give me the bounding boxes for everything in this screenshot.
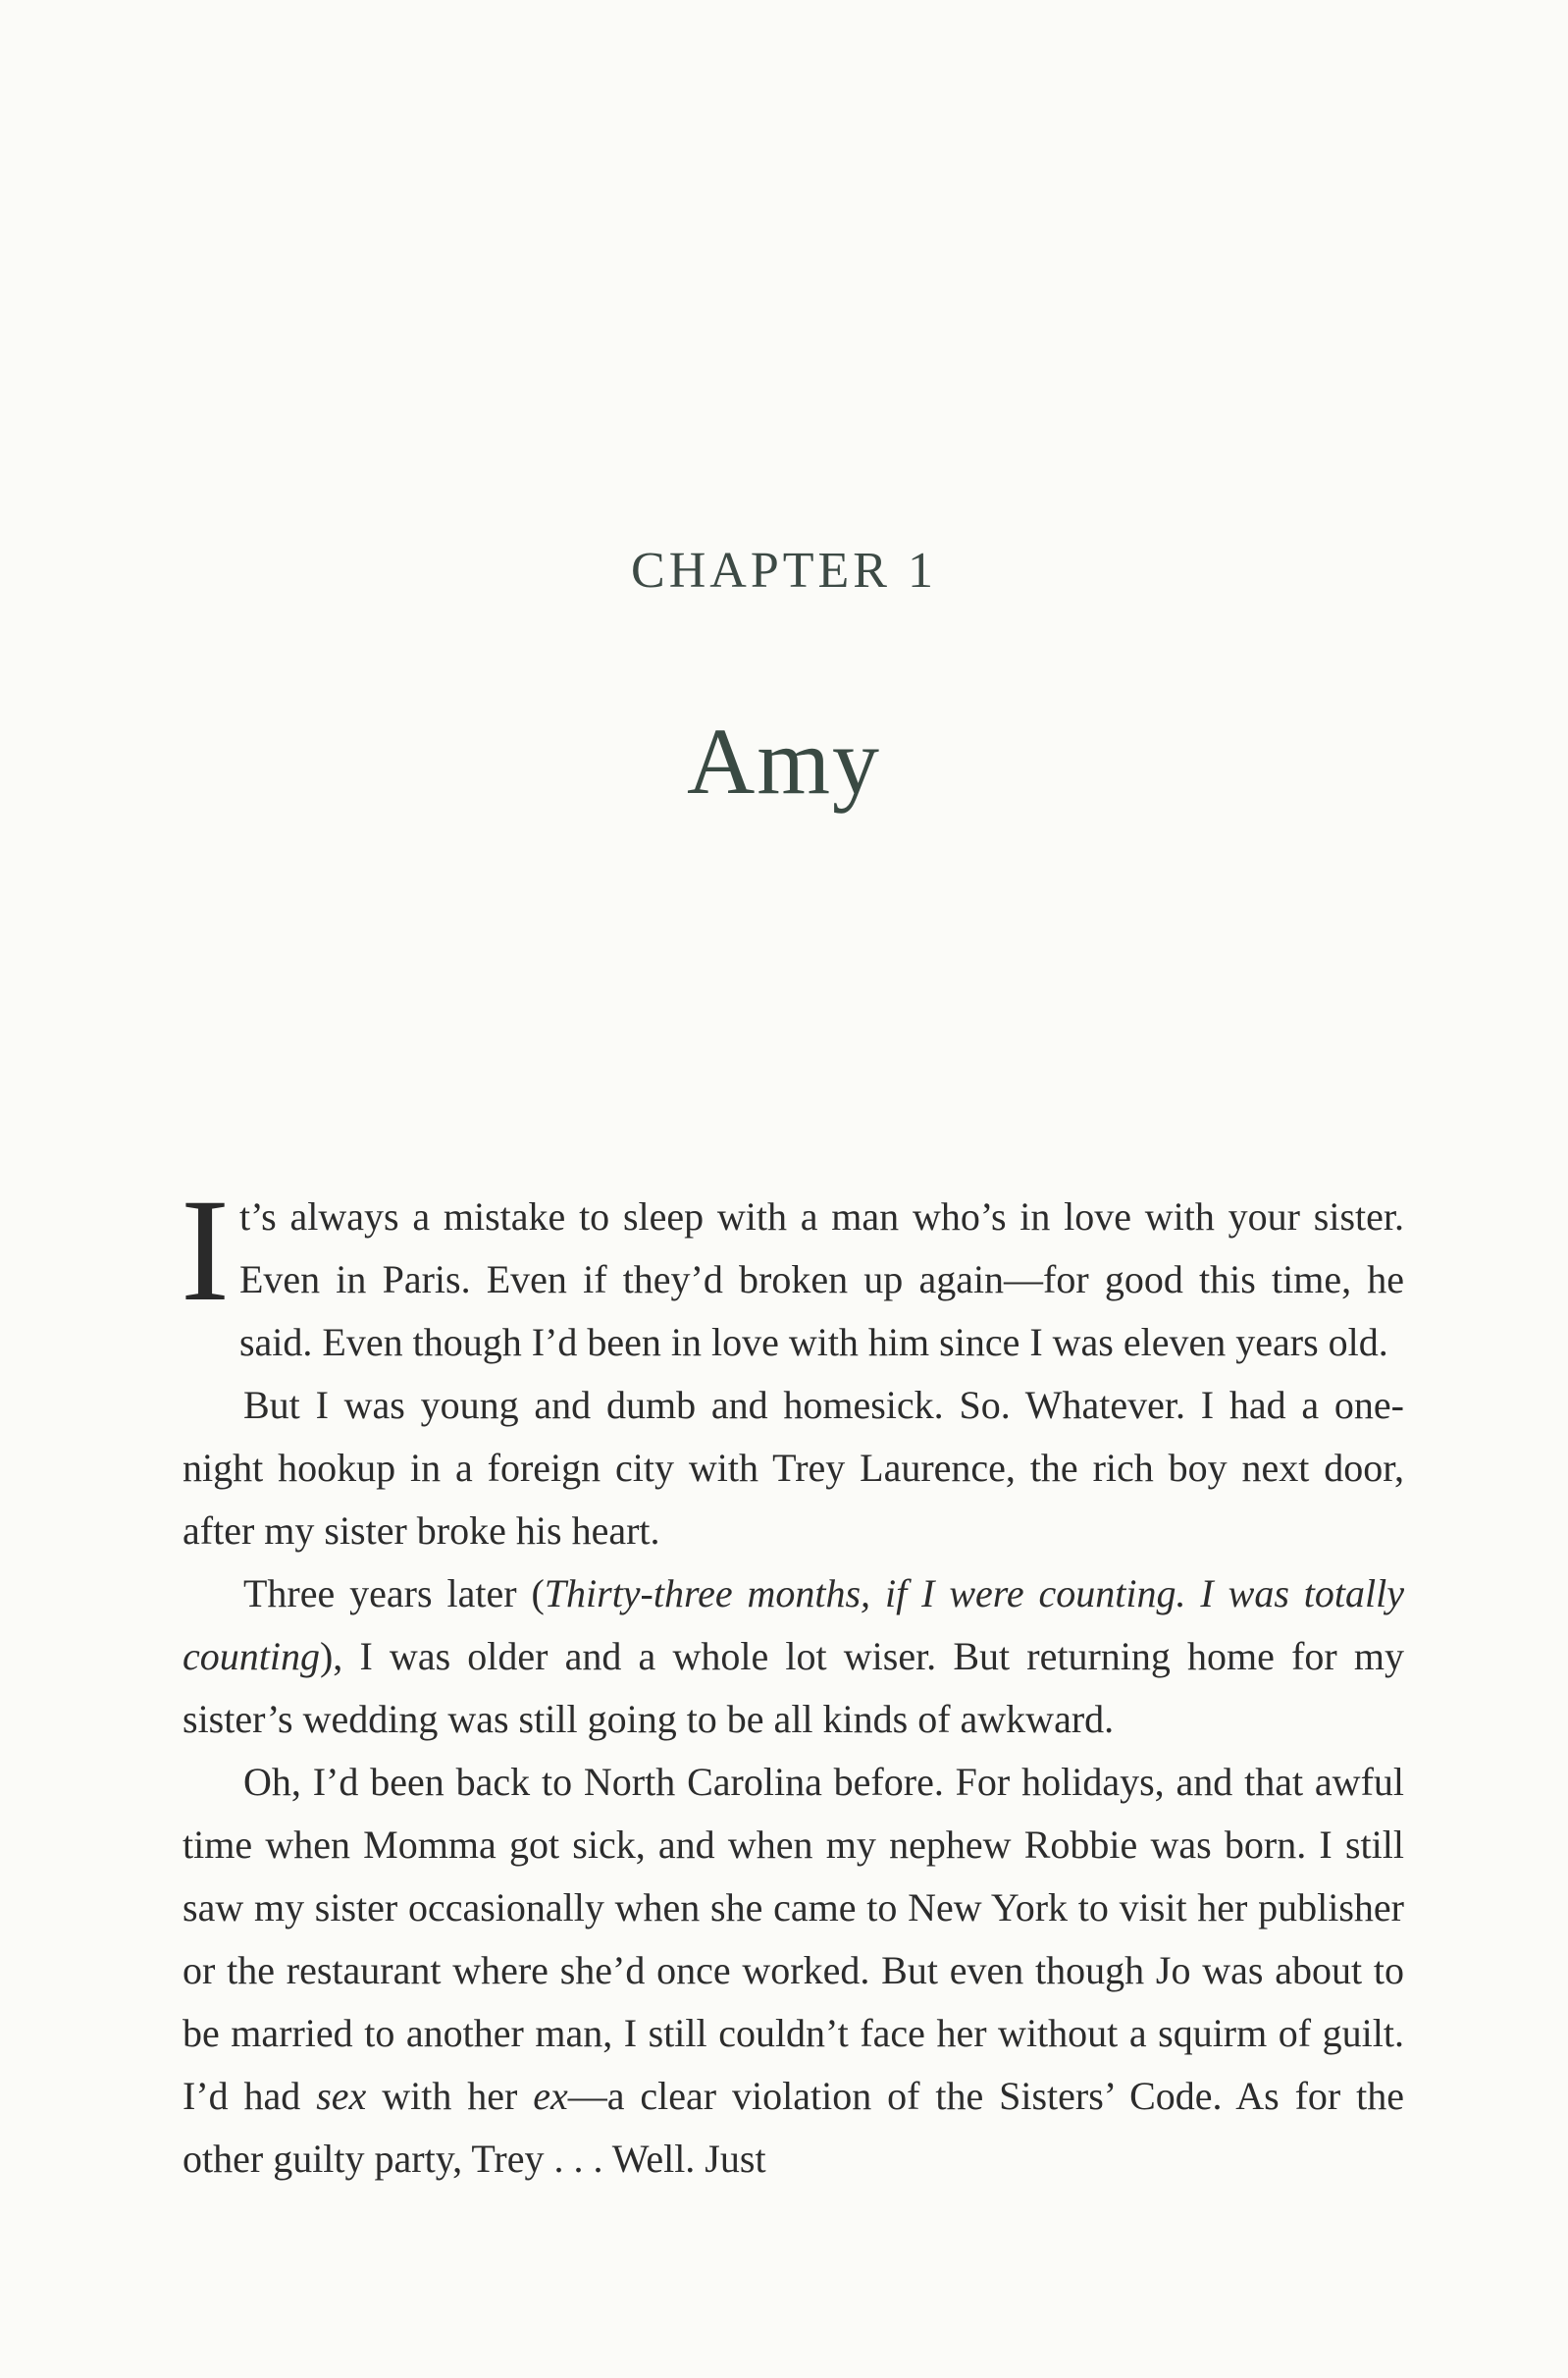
- italic-text: sex: [316, 2074, 367, 2118]
- italic-text: ex: [533, 2074, 568, 2118]
- paragraph-text: —a clear violation of the Sisters’ Code. As for the other guilty party, Trey . . . Well. Just: [183, 2074, 1404, 2181]
- paragraph-2: [183, 1374, 1404, 1562]
- chapter-label: CHAPTER 1: [631, 543, 937, 599]
- paragraph-1: [181, 1169, 1404, 1374]
- paragraph-4: [183, 1751, 1404, 2191]
- italic-text: Thirty-three months, if I were counting. I was totally counting: [183, 1571, 1405, 1678]
- paragraph-text: ), I was older and a whole lot wiser. But returning home for my sister’s wedding was still going to be all kinds of awkward.: [183, 1634, 1404, 1741]
- paragraph-3: [183, 1562, 1404, 1751]
- chapter-body: [181, 1169, 1405, 2191]
- drop-cap: I: [181, 1169, 230, 1332]
- paragraph-text: with her: [366, 2074, 534, 2118]
- paragraph-text: Oh, I’d been back to North Carolina before. For holidays, and that awful time when Momma got sick, and when my nephew Robbie was born. I still saw my sister occasionally when she came to New York to visit her publisher or the restaurant where she’d once worked. But even though Jo was about to be married to another man, I still couldn’t face her without a squirm of guilt. I’d had: [183, 1760, 1404, 2118]
- paragraph-text: t’s always a mistake to sleep with a man who’s in love with your sister. Even in Paris. Even if they’d broken up again—for good this time, he said. Even though I’d been in love with him since I was eleven years old.: [238, 1194, 1404, 1364]
- paragraph-text: But I was young and dumb and homesick. So. Whatever. I had a one-night hookup in a foreign city with Trey Laurence, the rich boy next door, after my sister broke his heart.: [183, 1383, 1404, 1553]
- paragraph-text: Three years later (: [243, 1571, 545, 1615]
- chapter-title: Amy: [687, 709, 881, 814]
